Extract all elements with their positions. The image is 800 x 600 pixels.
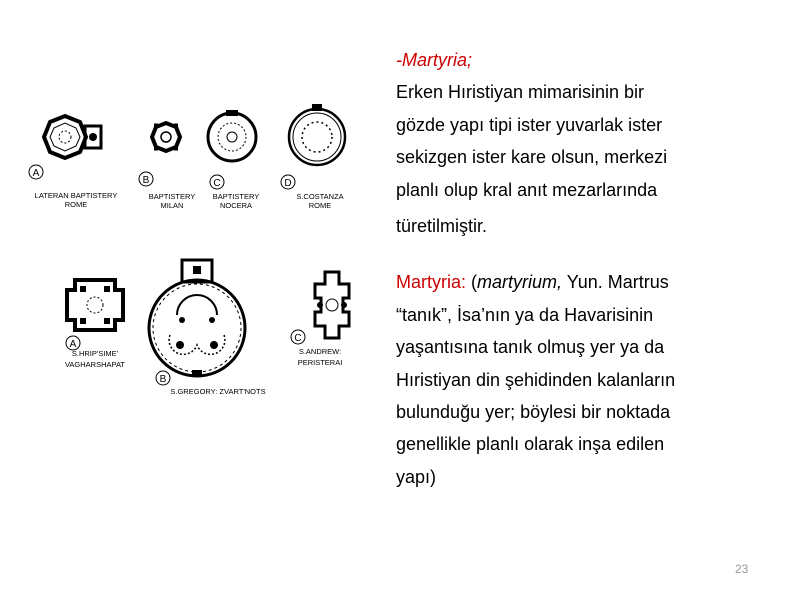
svg-text:C: C xyxy=(213,178,221,189)
caption-lateran-2: ROME xyxy=(64,200,88,209)
definition-open-paren: ( xyxy=(466,272,478,293)
caption-zvartnots-1: S.GREGORY: ZVART'NOTS xyxy=(170,387,266,396)
letter-marker-bottom-b xyxy=(156,371,170,385)
svg-text:A: A xyxy=(69,339,77,350)
definition-latin: martyrium, xyxy=(477,272,563,293)
definition-rest: Yun. Martrus xyxy=(562,272,669,293)
letter-marker-top-b xyxy=(139,172,153,186)
page-number: 23 xyxy=(735,562,749,576)
caption-costanza-2: ROME xyxy=(308,201,332,210)
definition-line: “tanık”, İsa’nın ya da Havarisinin xyxy=(396,304,654,325)
definition-line: genellikle planlı olarak inşa edilen xyxy=(396,434,665,455)
caption-costanza-1: S.COSTANZA xyxy=(296,192,344,201)
definition-line: yaşantısına tanık olmuş yer ya da xyxy=(396,337,665,358)
caption-andrew-1: S.ANDREW: xyxy=(298,347,342,356)
definition-line: bulunduğu yer; böylesi bir noktada xyxy=(396,402,671,423)
para1-line: türetilmiştir. xyxy=(396,216,488,237)
caption-lateran-1: LATERAN BAPTISTERY xyxy=(34,191,118,200)
letter-marker-bottom-a xyxy=(66,336,80,350)
heading-martyria: -Martyria; xyxy=(396,50,472,70)
para1-line: sekizgen ister kare olsun, merkezi xyxy=(396,147,668,168)
para1-line: Erken Hıristiyan mimarisinin bir xyxy=(396,82,645,103)
plan-baptistery-milan xyxy=(152,123,180,151)
plan-baptistery-nocera xyxy=(208,110,256,161)
definition-line: yapı) xyxy=(396,466,437,487)
caption-milan-2: MILAN xyxy=(160,201,184,210)
plan-s-andrew-peristerai xyxy=(315,272,349,338)
svg-text:B: B xyxy=(159,374,167,385)
svg-text:B: B xyxy=(142,175,150,186)
plan-lateran-baptistery xyxy=(44,116,101,158)
caption-andrew-2: PERISTERAI xyxy=(297,358,343,367)
definition-line: Hıristiyan din şehidinden kalanların xyxy=(396,369,676,390)
caption-nocera-2: NOCERA xyxy=(219,201,253,210)
letter-marker-top-d xyxy=(281,175,295,189)
martyria-floor-plans-figure xyxy=(20,100,380,410)
letter-marker-top-c xyxy=(210,175,224,189)
letter-marker-bottom-c xyxy=(291,330,305,344)
text-column xyxy=(396,44,776,493)
plan-s-gregory-zvartnots xyxy=(149,260,245,376)
para1-line: planlı olup kral anıt mezarlarında xyxy=(396,179,658,200)
letter-marker-top-a xyxy=(29,165,43,179)
svg-text:D: D xyxy=(284,178,292,189)
svg-text:A: A xyxy=(32,168,40,179)
svg-text:C: C xyxy=(294,333,302,344)
caption-milan-1: BAPTISTERY xyxy=(148,192,196,201)
caption-hripsime-2: VAGHARSHAPAT xyxy=(64,360,126,369)
plan-s-hripsime xyxy=(67,280,123,330)
plan-s-costanza xyxy=(289,104,345,165)
para1-line: gözde yapı tipi ister yuvarlak ister xyxy=(396,114,663,135)
caption-nocera-1: BAPTISTERY xyxy=(212,192,260,201)
definition-first-line xyxy=(396,266,776,298)
caption-hripsime-1: S.HRIP'SIME' xyxy=(71,349,119,358)
definition-term: Martyria: xyxy=(396,272,467,293)
